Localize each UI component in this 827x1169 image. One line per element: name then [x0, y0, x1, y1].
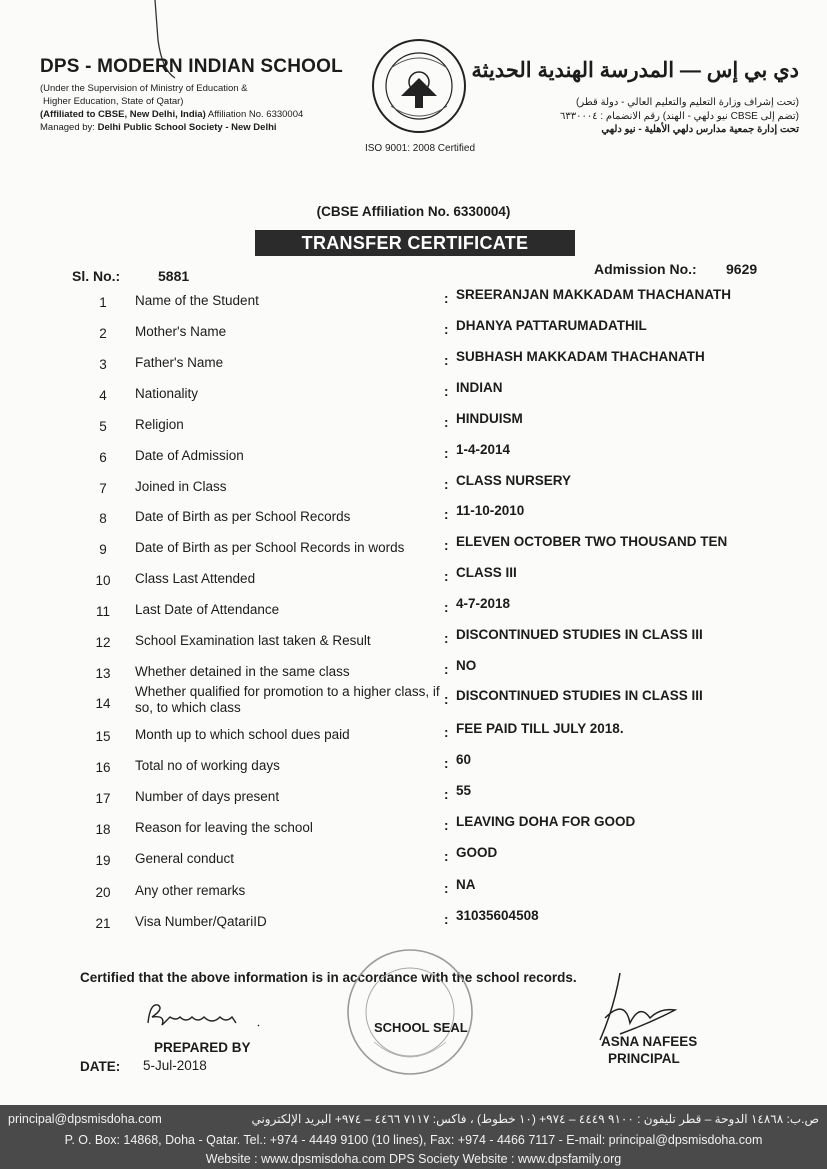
field-separator: :: [444, 787, 449, 802]
table-row: [0, 627, 827, 659]
admission-number-label: Admission No.:: [594, 261, 697, 277]
table-row: [0, 783, 827, 815]
issue-date: 5-Jul-2018: [143, 1058, 207, 1073]
field-value: GOOD: [456, 845, 498, 860]
row-number: 14: [95, 696, 111, 711]
row-number: 18: [95, 822, 111, 837]
field-label: Nationality: [135, 386, 199, 401]
field-label: Whether detained in the same class: [135, 664, 350, 679]
field-label: Date of Admission: [135, 448, 244, 463]
row-number: 21: [95, 916, 111, 931]
table-row: [0, 565, 827, 597]
row-number: 9: [99, 542, 107, 557]
row-number: 8: [99, 511, 107, 526]
field-label: Last Date of Attendance: [135, 602, 280, 617]
field-label: Date of Birth as per School Records: [135, 509, 351, 524]
field-separator: :: [444, 477, 449, 492]
table-row: [0, 814, 827, 846]
row-number: 15: [95, 729, 111, 744]
table-row: [0, 684, 827, 720]
field-value: 55: [456, 783, 472, 798]
row-number: 4: [99, 388, 107, 403]
field-value: DISCONTINUED STUDIES IN CLASS III: [456, 627, 703, 642]
row-number: 12: [95, 635, 111, 650]
field-separator: :: [444, 725, 449, 740]
row-number: 10: [95, 573, 111, 588]
field-value: CLASS III: [456, 565, 517, 580]
field-separator: :: [444, 818, 449, 833]
field-value: NO: [456, 658, 477, 673]
field-value: NA: [456, 877, 476, 892]
row-number: 7: [99, 481, 107, 496]
table-row: [0, 845, 827, 877]
certification-statement: Certified that the above information is in accordance with the school records.: [80, 970, 577, 985]
field-value: HINDUISM: [456, 411, 523, 426]
table-row: [0, 411, 827, 443]
row-number: 3: [99, 357, 107, 372]
field-value: LEAVING DOHA FOR GOOD: [456, 814, 636, 829]
cbse-affiliation: (CBSE Affiliation No. 6330004): [316, 204, 511, 219]
field-label: Religion: [135, 417, 184, 432]
field-separator: :: [444, 881, 449, 896]
table-row: [0, 596, 827, 628]
table-row: [0, 473, 827, 505]
field-separator: :: [444, 849, 449, 864]
iso-certification: ISO 9001: 2008 Certified: [364, 143, 476, 154]
field-separator: :: [444, 662, 449, 677]
table-row: [0, 318, 827, 350]
school-logo: [371, 38, 467, 134]
field-separator: :: [444, 353, 449, 368]
row-number: 20: [95, 885, 111, 900]
table-row: [0, 349, 827, 381]
field-value: SUBHASH MAKKADAM THACHANATH: [456, 349, 705, 364]
prepared-by-label: PREPARED BY: [154, 1040, 251, 1055]
field-separator: :: [444, 600, 449, 615]
table-row: [0, 380, 827, 412]
field-separator: :: [444, 291, 449, 306]
table-row: [0, 752, 827, 784]
row-number: 17: [95, 791, 111, 806]
field-value: 31035604508: [456, 908, 539, 923]
row-number: 16: [95, 760, 111, 775]
row-number: 1: [99, 295, 107, 310]
footer-websites: Website : www.dpsmisdoha.com DPS Society Website : www.dpsfamily.org: [205, 1152, 622, 1166]
footer-arabic-contact: ص.ب: ١٤٨٦٨ الدوحة – قطر تليفون : ٩١٠٠ ٤٤٤٩ – ٩٧٤+ (١٠ خطوط) ، فاكس: ٧١١٧ ٤٤٦٦ – ٩٧٤+ البريد الإلكتروني: [251, 1112, 819, 1126]
table-row: [0, 908, 827, 940]
field-value: INDIAN: [456, 380, 503, 395]
field-separator: :: [444, 756, 449, 771]
row-number: 11: [95, 604, 110, 619]
field-label: Father's Name: [135, 355, 224, 370]
footer-email: principal@dpsmisdoha.com: [8, 1112, 162, 1126]
footer-contact: P. O. Box: 14868, Doha - Qatar. Tel.: +974 - 4449 9100 (10 lines), Fax: +974 - 4466 7117 - E-mail: principal@dpsmisdoha.com: [64, 1133, 763, 1147]
school-subheading: (Under the Supervision of Ministry of Education & Higher Education, State of Qatar) (Affiliated to CBSE, New Delhi, India) Affiliation No. 6330004 Managed by: Delhi Public School Society - New Delhi: [40, 83, 304, 133]
row-number: 5: [99, 419, 107, 434]
field-separator: :: [444, 384, 449, 399]
field-label: Number of days present: [135, 789, 280, 804]
field-label: Mother's Name: [135, 324, 227, 339]
school-name-arabic: دي بي إس — المدرسة الهندية الحديثة: [471, 59, 799, 82]
table-row: [0, 534, 827, 566]
row-number: 6: [99, 450, 107, 465]
field-value: 1-4-2014: [456, 442, 511, 457]
serial-number: 5881: [158, 268, 190, 284]
table-row: [0, 287, 827, 319]
field-value: FEE PAID TILL JULY 2018.: [456, 721, 624, 736]
date-label: DATE:: [80, 1059, 121, 1074]
field-separator: :: [444, 538, 449, 553]
field-label: Joined in Class: [135, 479, 227, 494]
row-number: 2: [99, 326, 107, 341]
field-value: 4-7-2018: [456, 596, 511, 611]
school-seal-stamp: [344, 946, 476, 1078]
school-name: DPS - MODERN INDIAN SCHOOL: [40, 56, 343, 77]
table-row: [0, 721, 827, 753]
field-value: 11-10-2010: [456, 503, 525, 518]
field-separator: :: [444, 446, 449, 461]
field-separator: :: [444, 569, 449, 584]
principal-name: ASNA NAFEES: [601, 1034, 698, 1049]
field-value: ELEVEN OCTOBER TWO THOUSAND TEN: [456, 534, 728, 549]
table-row: [0, 442, 827, 474]
field-separator: :: [444, 912, 449, 927]
field-label: Date of Birth as per School Records in words: [135, 540, 405, 555]
table-row: [0, 503, 827, 535]
field-value: DISCONTINUED STUDIES IN CLASS III: [456, 688, 703, 703]
field-label: Visa Number/QatariID: [135, 914, 267, 929]
field-label: General conduct: [135, 851, 235, 866]
field-value: 60: [456, 752, 472, 767]
admission-number: 9629: [726, 261, 758, 277]
field-label: Class Last Attended: [135, 571, 256, 586]
row-number: 13: [95, 666, 111, 681]
field-label: Month up to which school dues paid: [135, 727, 350, 742]
field-label: Any other remarks: [135, 883, 246, 898]
field-label: Name of the Student: [135, 293, 259, 308]
field-label: Total no of working days: [135, 758, 280, 773]
row-number: 19: [95, 853, 111, 868]
document-title: TRANSFER CERTIFICATE: [255, 230, 575, 256]
field-separator: :: [444, 631, 449, 646]
principal-title: PRINCIPAL: [608, 1051, 680, 1066]
school-seal-label: SCHOOL SEAL: [374, 1020, 468, 1035]
field-separator: :: [444, 692, 449, 707]
field-label: School Examination last taken & Result: [135, 633, 371, 648]
table-row: [0, 877, 827, 909]
field-label: Whether qualified for promotion to a higher class, if so, to which class: [135, 684, 440, 715]
field-separator: :: [444, 322, 449, 337]
preparer-signature: [140, 995, 270, 1035]
field-separator: :: [444, 415, 449, 430]
serial-number-label: Sl. No.:: [72, 268, 121, 284]
field-separator: :: [444, 507, 449, 522]
field-value: DHANYA PATTARUMADATHIL: [456, 318, 647, 333]
field-value: SREERANJAN MAKKADAM THACHANATH: [456, 287, 731, 302]
school-subheading-arabic: (تحت إشراف وزارة التعليم والتعليم العالي - دولة قطر) (تضم إلى CBSE نيو دلهي - الهند) رقم الانضمام : ٦٣٣٠٠٠٤ تحت إدارة جمعية مدارس دلهي الأهلية - نيو دلهي: [559, 97, 799, 135]
field-label: Reason for leaving the school: [135, 820, 313, 835]
field-value: CLASS NURSERY: [456, 473, 572, 488]
